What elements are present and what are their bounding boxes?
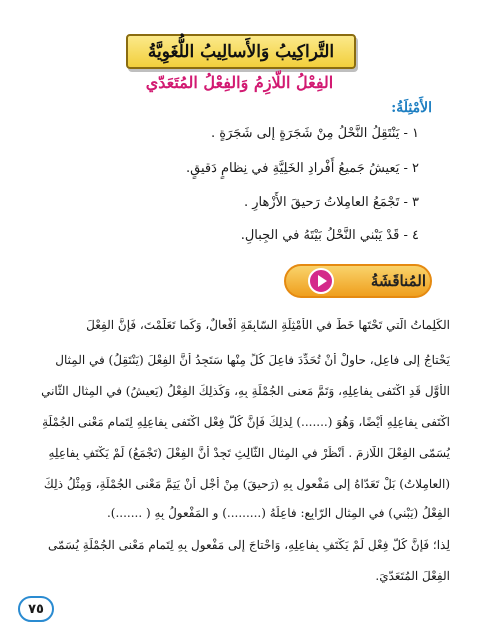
lesson-title: التَّراكِيبُ وَالأَسالِيبُ اللُّغَوِيَّةُ	[147, 41, 335, 62]
play-icon	[308, 268, 334, 294]
discussion-label: المُناقَشَةُ	[370, 272, 426, 290]
discussion-heading-button	[284, 264, 432, 298]
discussion-line: الفِعْلَ المُتَعَدّيَ.	[375, 569, 450, 583]
page-number: ٧٥	[18, 596, 54, 622]
example-item: ٢ - يَعيشُ جَميعُ أَفْرادِ الخَلِيَّةِ في نِظامٍ دَقيقٍ.	[185, 161, 419, 176]
discussion-line: يَحْتاجُ إلى فاعِلٍ، حاوِلْ أَنْ تُحَدِّدَ فاعِلَ كُلٍّ مِنْها سَتَجِدُ أَنَّ الفِعْلَ (يَنْتَقِلُ) في المِثالِ	[55, 353, 450, 367]
example-item: ٤ - قَدْ يَبْني النَّحْلُ بَيْتَهُ في الجِبالِ.	[240, 228, 419, 243]
discussion-line: الفِعْلُ (يَبْني) في المِثالِ الرّابِعِ: فاعِلُهُ (.........) و المَفْعولُ بِهِ ( .......).	[106, 506, 450, 520]
example-item: ١ - يَنْتَقِلُ النَّحْلُ مِنْ شَجَرَةٍ إلى شَجَرَةٍ .	[211, 126, 419, 141]
discussion-line: الكَلِماتُ الَّتي تَحْتَها خَطٌّ في الأَمْثِلَةِ السّابِقَةِ أَفْعالٌ، وَكَما تَعَلَّمْتَ، فَإنَّ الفِعْلَ	[86, 318, 450, 332]
examples-label: الأَمْثِلَةُ:	[391, 100, 432, 116]
lesson-subtitle: الفِعْلُ اللّازِمُ وَالفِعْلُ المُتَعَدّي	[145, 73, 334, 92]
discussion-line: يُسَمّى الفِعْلَ اللّازِمَ . اُنْظُرْ في المِثالِ الثّالِثِ تَجِدْ أَنَّ الفِعْلَ (تَجْمَعُ) لَمْ يَكْتَفِ بِفاعِلِهِ	[48, 446, 450, 460]
example-item: ٣ - تَجْمَعُ العامِلاتُ رَحيقَ الأَزْهارِ .	[244, 195, 419, 210]
discussion-line: اكْتَفى بِفاعِلِهِ أَيْضًا، وَهُوَ (.......) لِذلِكَ فَإنَّ كُلَّ فِعْلٍ اكْتَفى بِفاعِلِهِ لِتَمامِ مَعْنى الجُمْلَةِ	[42, 415, 450, 429]
discussion-line: الأَوَّلِ قَدِ اكْتَفى بِفاعِلِهِ، وَتَمَّ مَعنى الجُمْلَةِ بِهِ، وَكَذلِكَ الفِعْلُ (يَعيشُ) في المِثالِ الثّاني	[41, 384, 450, 398]
lesson-title-banner	[126, 34, 356, 69]
discussion-line: لِذا؛ فَإنَّ كُلَّ فِعْلٍ لَمْ يَكْتَفِ بِفاعِلِهِ، وَاحْتاجَ إلى مَفْعولٍ بِهِ لِتَمامِ مَعْنى الجُمْلَةِ يُسَمّى	[47, 538, 450, 552]
discussion-line: (العامِلاتُ) بَلْ تَعَدّاهُ إلى مَفْعولٍ بِهِ (رَحيقَ) مِنْ أَجْلِ أَنْ يَتِمَّ مَعْنى الجُمْلَةِ، وَمِثْلُ ذلِكَ	[43, 477, 450, 491]
